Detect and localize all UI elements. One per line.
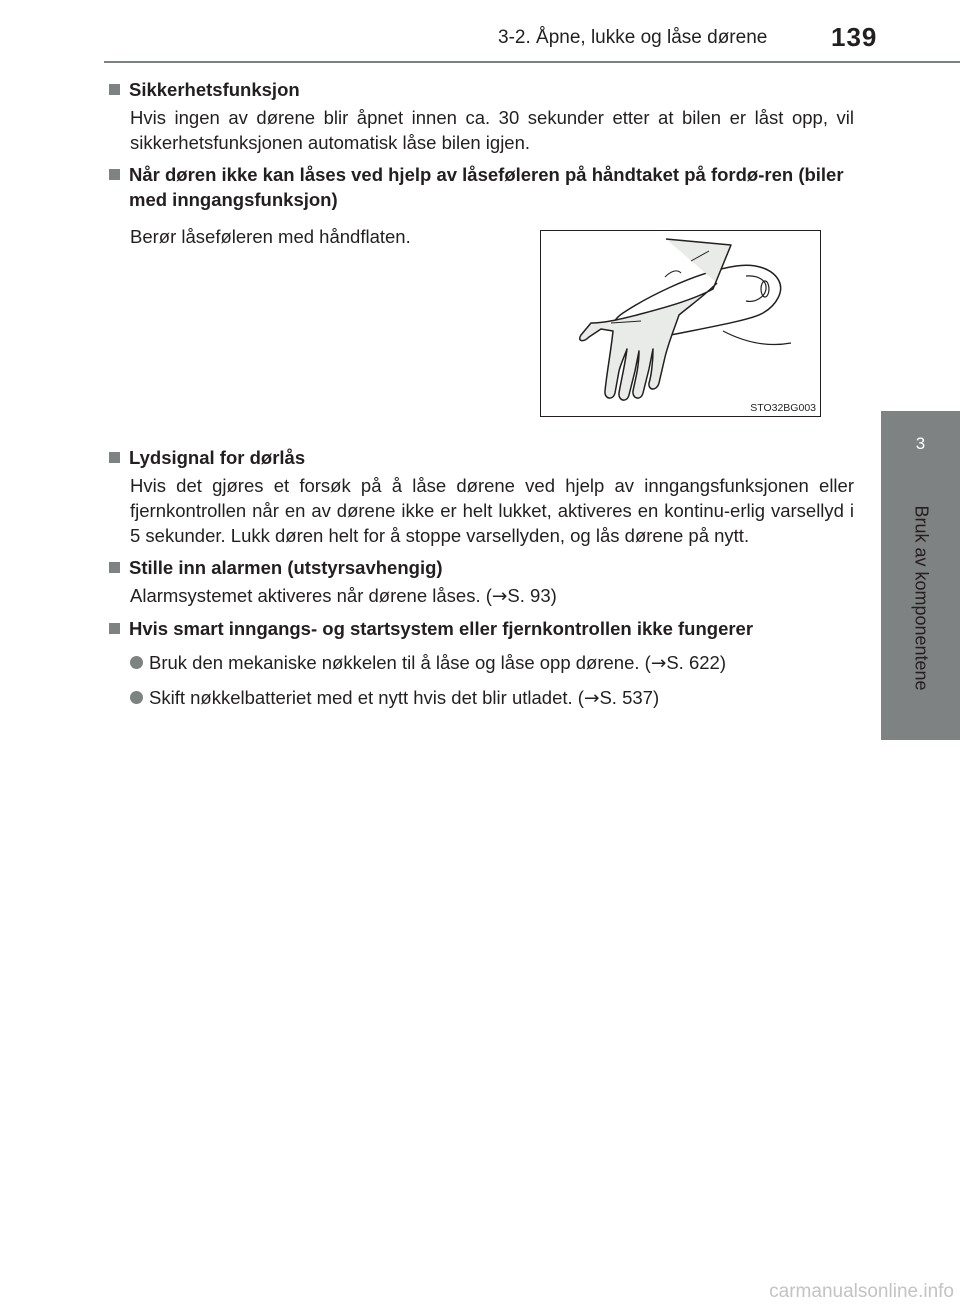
section-body: Hvis det gjøres et forsøk på å låse dørene ved hjelp av inngangsfunksjonen eller fjernkontrollen når en av dørene ikke er helt lukket, aktiveres en kontinu-erlig varsellyd i 5 sekunder. Lukk døren helt for å stoppe varsellyden, og lås dørene på nytt.: [130, 475, 854, 546]
square-bullet-icon: [109, 562, 120, 573]
section-body: Hvis ingen av dørene blir åpnet innen ca. 30 sekunder etter at bilen er låst opp, vil sikkerhetsfunksjonen automatisk låse bilen igjen.: [130, 107, 854, 153]
figure-code: STO32BG003: [750, 402, 816, 414]
list-item: [109, 685, 854, 711]
body-text: ): [652, 687, 660, 708]
arrow-right-icon: →: [583, 688, 600, 709]
section-heading-door-signal: [109, 445, 854, 470]
page-reference-link[interactable]: S. 93: [507, 585, 551, 606]
arrow-right-icon: →: [491, 586, 508, 607]
body-text: Alarmsystemet aktiveres når dørene låses. (: [130, 585, 492, 606]
section-body: [109, 583, 854, 609]
body-text: ): [550, 585, 557, 606]
circle-bullet-icon: [130, 691, 143, 704]
body-text: Skift nøkkelbatteriet med et nytt hvis det blir utladet. (: [149, 687, 584, 708]
section-title: Stille inn alarmen (utstyrsavhengig): [129, 557, 443, 578]
section-title: Hvis smart inngangs- og startsystem eller fjernkontrollen ikke fungerer: [129, 618, 754, 639]
arrow-right-icon: →: [650, 653, 667, 674]
chapter-label-text: Bruk av komponentene: [911, 505, 932, 691]
page-reference-link[interactable]: S. 537: [599, 687, 653, 708]
section-heading-alarm: [109, 555, 854, 580]
body-text: ): [719, 652, 727, 673]
section-body: Berør låseføleren med håndflaten.: [130, 226, 411, 247]
square-bullet-icon: [109, 452, 120, 463]
section-heading-lock-sensor: [109, 162, 854, 212]
hand-on-door-handle-illustration: [541, 231, 822, 418]
watermark: carmanualsonline.info: [769, 1281, 954, 1302]
square-bullet-icon: [109, 623, 120, 634]
chapter-number: 3: [915, 434, 926, 453]
section-title: Sikkerhetsfunksjon: [129, 79, 300, 100]
list-item: [109, 650, 854, 676]
page-number: 139: [831, 22, 878, 52]
page-content: [109, 77, 854, 711]
square-bullet-icon: [109, 169, 120, 180]
square-bullet-icon: [109, 84, 120, 95]
list-item-text: [149, 650, 726, 676]
door-handle-figure: [540, 230, 821, 417]
section-title: Når døren ikke kan låses ved hjelp av låseføleren på håndtaket på fordø-ren (biler med inngangsfunksjon): [129, 164, 844, 210]
header-title: 3-2. Åpne, lukke og låse dørene: [498, 27, 768, 48]
section-title: Lydsignal for dørlås: [129, 447, 306, 468]
header-rule: [104, 61, 960, 63]
section-heading-smart-entry: [109, 616, 854, 641]
section-heading-security: [109, 77, 854, 102]
body-text: Bruk den mekaniske nøkkelen til å låse og låse opp dørene. (: [149, 652, 651, 673]
circle-bullet-icon: [130, 656, 143, 669]
figure-row: [109, 212, 854, 438]
list-item-text: [149, 685, 659, 711]
page-reference-link[interactable]: S. 622: [666, 652, 720, 673]
